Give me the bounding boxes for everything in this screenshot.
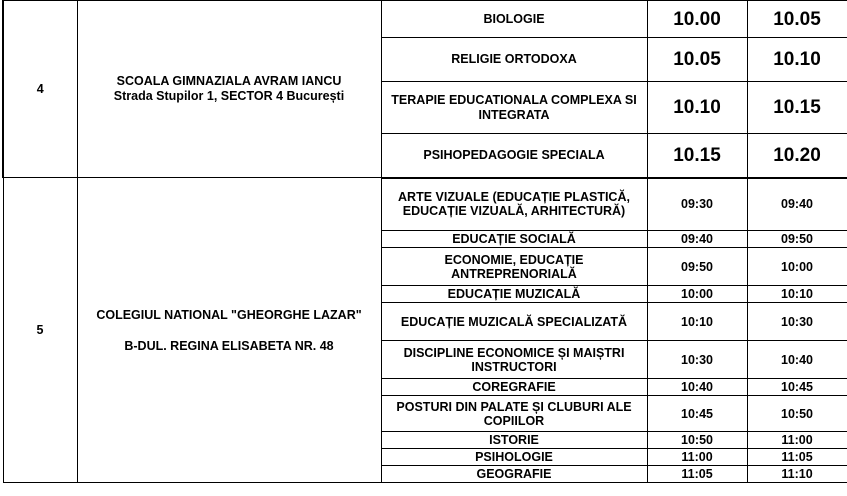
group-5: [3, 178, 847, 483]
end-time: 09:40: [747, 178, 847, 231]
start-time: 10:00: [647, 286, 747, 303]
group-4: [3, 1, 847, 178]
end-time: 10:10: [747, 286, 847, 303]
start-time: 09:30: [647, 178, 747, 231]
school-name: SCOALA GIMNAZIALA AVRAM IANCU: [116, 74, 342, 88]
subject-cell: RELIGIE ORTODOXA: [381, 38, 647, 82]
subject-cell: PSIHOPEDAGOGIE SPECIALA: [381, 134, 647, 178]
subject-cell: ARTE VIZUALE (EDUCAȚIE PLASTICĂ, EDUCAȚIE VIZUALĂ, ARHITECTURĂ): [381, 178, 647, 231]
subject-cell: PSIHOLOGIE: [381, 449, 647, 466]
end-time: 11:00: [747, 432, 847, 449]
end-time: 10:00: [747, 248, 847, 286]
start-time: 10:50: [647, 432, 747, 449]
subject-cell: DISCIPLINE ECONOMICE ȘI MAIȘTRI INSTRUCTORI: [381, 341, 647, 379]
start-time: 11:00: [647, 449, 747, 466]
start-time: 10.10: [647, 82, 747, 134]
subject-cell: EDUCAȚIE MUZICALĂ SPECIALIZATĂ: [381, 303, 647, 341]
school-cell: [77, 1, 381, 178]
subject-cell: COREGRAFIE: [381, 379, 647, 396]
end-time: 10:50: [747, 396, 847, 432]
end-time: 10.15: [747, 82, 847, 134]
start-time: 10:45: [647, 396, 747, 432]
start-time: 10.00: [647, 1, 747, 38]
subject-cell: ISTORIE: [381, 432, 647, 449]
start-time: 10.15: [647, 134, 747, 178]
subject-cell: EDUCAȚIE MUZICALĂ: [381, 286, 647, 303]
end-time: 11:10: [747, 466, 847, 483]
end-time: 11:05: [747, 449, 847, 466]
start-time: 09:50: [647, 248, 747, 286]
end-time: 10:30: [747, 303, 847, 341]
start-time: 10:30: [647, 341, 747, 379]
end-time: 09:50: [747, 231, 847, 248]
subject-cell: BIOLOGIE: [381, 1, 647, 38]
start-time: 10:10: [647, 303, 747, 341]
subject-cell: POSTURI DIN PALATE ȘI CLUBURI ALE COPIILOR: [381, 396, 647, 432]
start-time: 09:40: [647, 231, 747, 248]
end-time: 10.05: [747, 1, 847, 38]
end-time: 10.20: [747, 134, 847, 178]
school-cell: [77, 178, 381, 483]
start-time: 11:05: [647, 466, 747, 483]
subject-cell: GEOGRAFIE: [381, 466, 647, 483]
row-number: 4: [3, 1, 77, 178]
subject-cell: ECONOMIE, EDUCAȚIE ANTREPRENORIALĂ: [381, 248, 647, 286]
schedule-table: [2, 0, 847, 483]
subject-cell: EDUCAȚIE SOCIALĂ: [381, 231, 647, 248]
school-address: Strada Stupilor 1, SECTOR 4 București: [113, 89, 345, 103]
subject-cell: TERAPIE EDUCATIONALA COMPLEXA SI INTEGRATA: [381, 82, 647, 134]
start-time: 10.05: [647, 38, 747, 82]
row-number: 5: [3, 178, 77, 483]
end-time: 10.10: [747, 38, 847, 82]
table-row: [3, 178, 847, 231]
school-address: B-DUL. REGINA ELISABETA NR. 48: [124, 338, 334, 353]
end-time: 10:40: [747, 341, 847, 379]
school-name: COLEGIUL NATIONAL "GHEORGHE LAZAR": [96, 307, 362, 322]
start-time: 10:40: [647, 379, 747, 396]
table-row: [3, 1, 847, 38]
end-time: 10:45: [747, 379, 847, 396]
